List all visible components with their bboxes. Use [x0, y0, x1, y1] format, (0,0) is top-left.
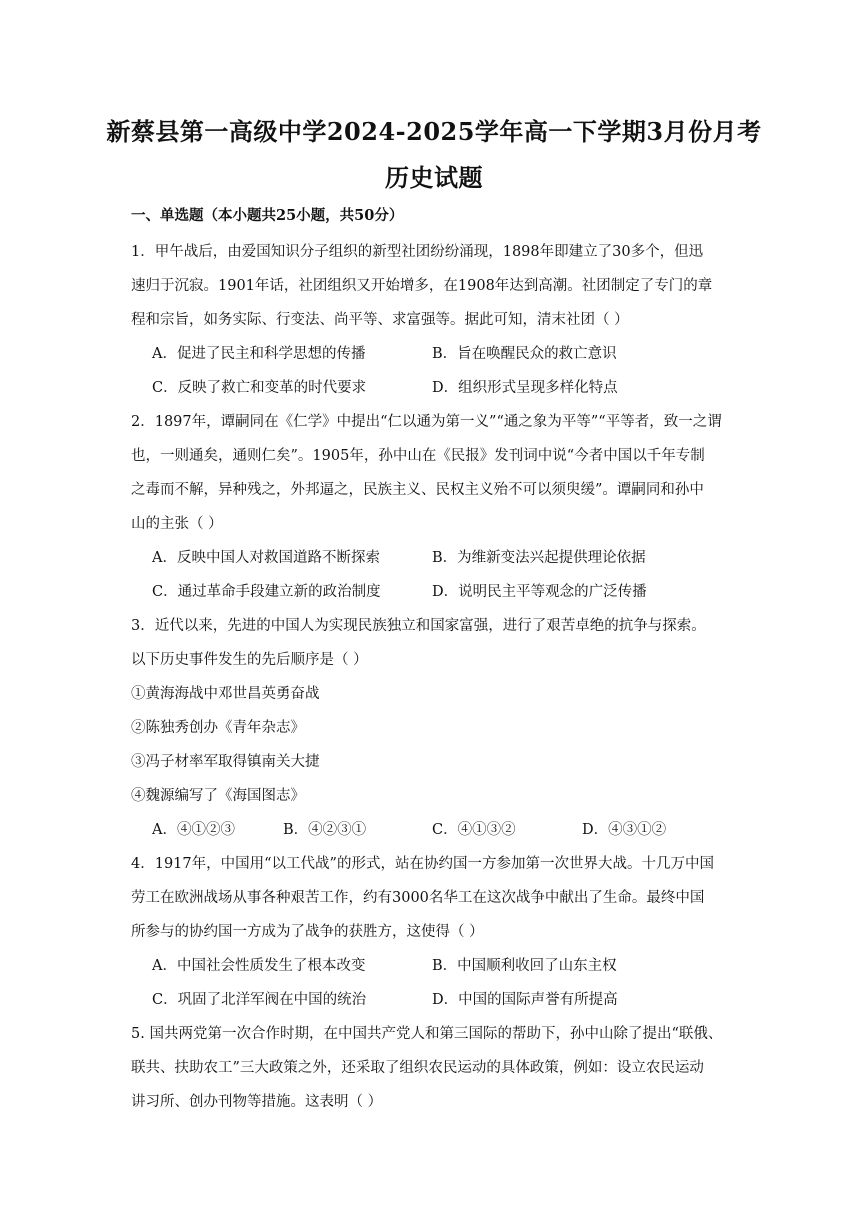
question-3-option-c: C．④①③② — [432, 822, 516, 838]
question-3-event-3: ③冯子材率军取得镇南关大捷 — [131, 754, 320, 770]
question-3-event-2: ②陈独秀创办《青年杂志》 — [131, 720, 305, 736]
question-3-option-d: D．④③①② — [582, 822, 667, 838]
question-4-option-b: B．中国顺利收回了山东主权 — [432, 958, 617, 974]
question-2-option-d: D．说明民主平等观念的广泛传播 — [432, 584, 647, 600]
question-1-stem-line: 速归于沉寂。1901年话，社团组织又开始增多，在1908年达到高潮。社团制定了专门的章 — [131, 278, 713, 294]
question-5-stem-line: 讲习所、创办刊物等措施。这表明（ ） — [131, 1094, 383, 1110]
question-3-event-1: ①黄海海战中邓世昌英勇奋战 — [131, 686, 320, 702]
question-4-stem-line: 劳工在欧洲战场从事各种艰苦工作，约有3000名华工在这次战争中献出了生命。最终中国 — [131, 890, 705, 906]
section-heading: 一、单选题（本小题共25小题，共50分） — [131, 207, 404, 224]
question-5-stem-line: 5. 国共两党第一次合作时期，在中国共产党人和第三国际的帮助下，孙中山除了提出“联俄、 — [131, 1026, 723, 1042]
question-3-event-4: ④魏源编写了《海国图志》 — [131, 788, 305, 804]
question-2-stem-line: 也，一则通矣，通则仁矣”。1905年，孙中山在《民报》发刊词中说“今者中国以千年专制 — [131, 448, 705, 464]
question-4-option-a: A．中国社会性质发生了根本改变 — [152, 958, 366, 974]
question-1-option-a: A．促进了民主和科学思想的传播 — [152, 346, 366, 362]
question-1-option-b: B．旨在唤醒民众的救亡意识 — [432, 346, 617, 362]
question-1-option-c: C．反映了救亡和变革的时代要求 — [152, 380, 367, 396]
exam-subtitle: 历史试题 — [385, 163, 483, 192]
question-2-option-b: B．为维新变法兴起提供理论依据 — [432, 550, 646, 566]
question-2-stem-line: 山的主张（ ） — [131, 516, 223, 532]
question-2-stem-line: 之毒而不解，异种残之，外邦逼之，民族主义、民权主义殆不可以须臾缓”。谭嗣同和孙中 — [131, 482, 704, 498]
question-2-option-a: A．反映中国人对救国道路不断探索 — [152, 550, 380, 566]
question-4-option-c: C．巩固了北洋军阀在中国的统治 — [152, 992, 367, 1008]
question-1-option-d: D．组织形式呈现多样化特点 — [432, 380, 618, 396]
question-4-stem-line: 所参与的协约国一方成为了战争的获胜方，这使得（ ） — [131, 924, 484, 940]
question-4-stem-line: 4．1917年，中国用“以工代战”的形式，站在协约国一方参加第一次世界大战。十几万中国 — [131, 856, 714, 872]
exam-title: 新蔡县第一高级中学2024-2025学年高一下学期3月份月考 — [106, 117, 762, 146]
question-3-option-b: B．④②③① — [283, 822, 367, 838]
question-2-stem-line: 2．1897年，谭嗣同在《仁学》中提出“仁以通为第一义”“通之象为平等”“平等者，致一之谓 — [131, 414, 722, 430]
question-4-option-d: D．中国的国际声誉有所提高 — [432, 992, 618, 1008]
question-3-stem-line: 3．近代以来，先进的中国人为实现民族独立和国家富强，进行了艰苦卓绝的抗争与探索。 — [131, 618, 706, 634]
question-3-option-a: A．④①②③ — [152, 822, 235, 838]
question-5-stem-line: 联共、扶助农工”三大政策之外，还采取了组织农民运动的具体政策，例如：设立农民运动 — [131, 1060, 704, 1076]
question-1-stem-line: 1．甲午战后，由爱国知识分子组织的新型社团纷纷涌现，1898年即建立了30多个，但迅 — [131, 244, 704, 260]
question-2-option-c: C．通过革命手段建立新的政治制度 — [152, 584, 381, 600]
question-1-stem-line: 程和宗旨，如务实际、行变法、尚平等、求富强等。据此可知，清末社团（ ） — [131, 312, 629, 328]
question-3-stem-line: 以下历史事件发生的先后顺序是（ ） — [131, 652, 368, 668]
